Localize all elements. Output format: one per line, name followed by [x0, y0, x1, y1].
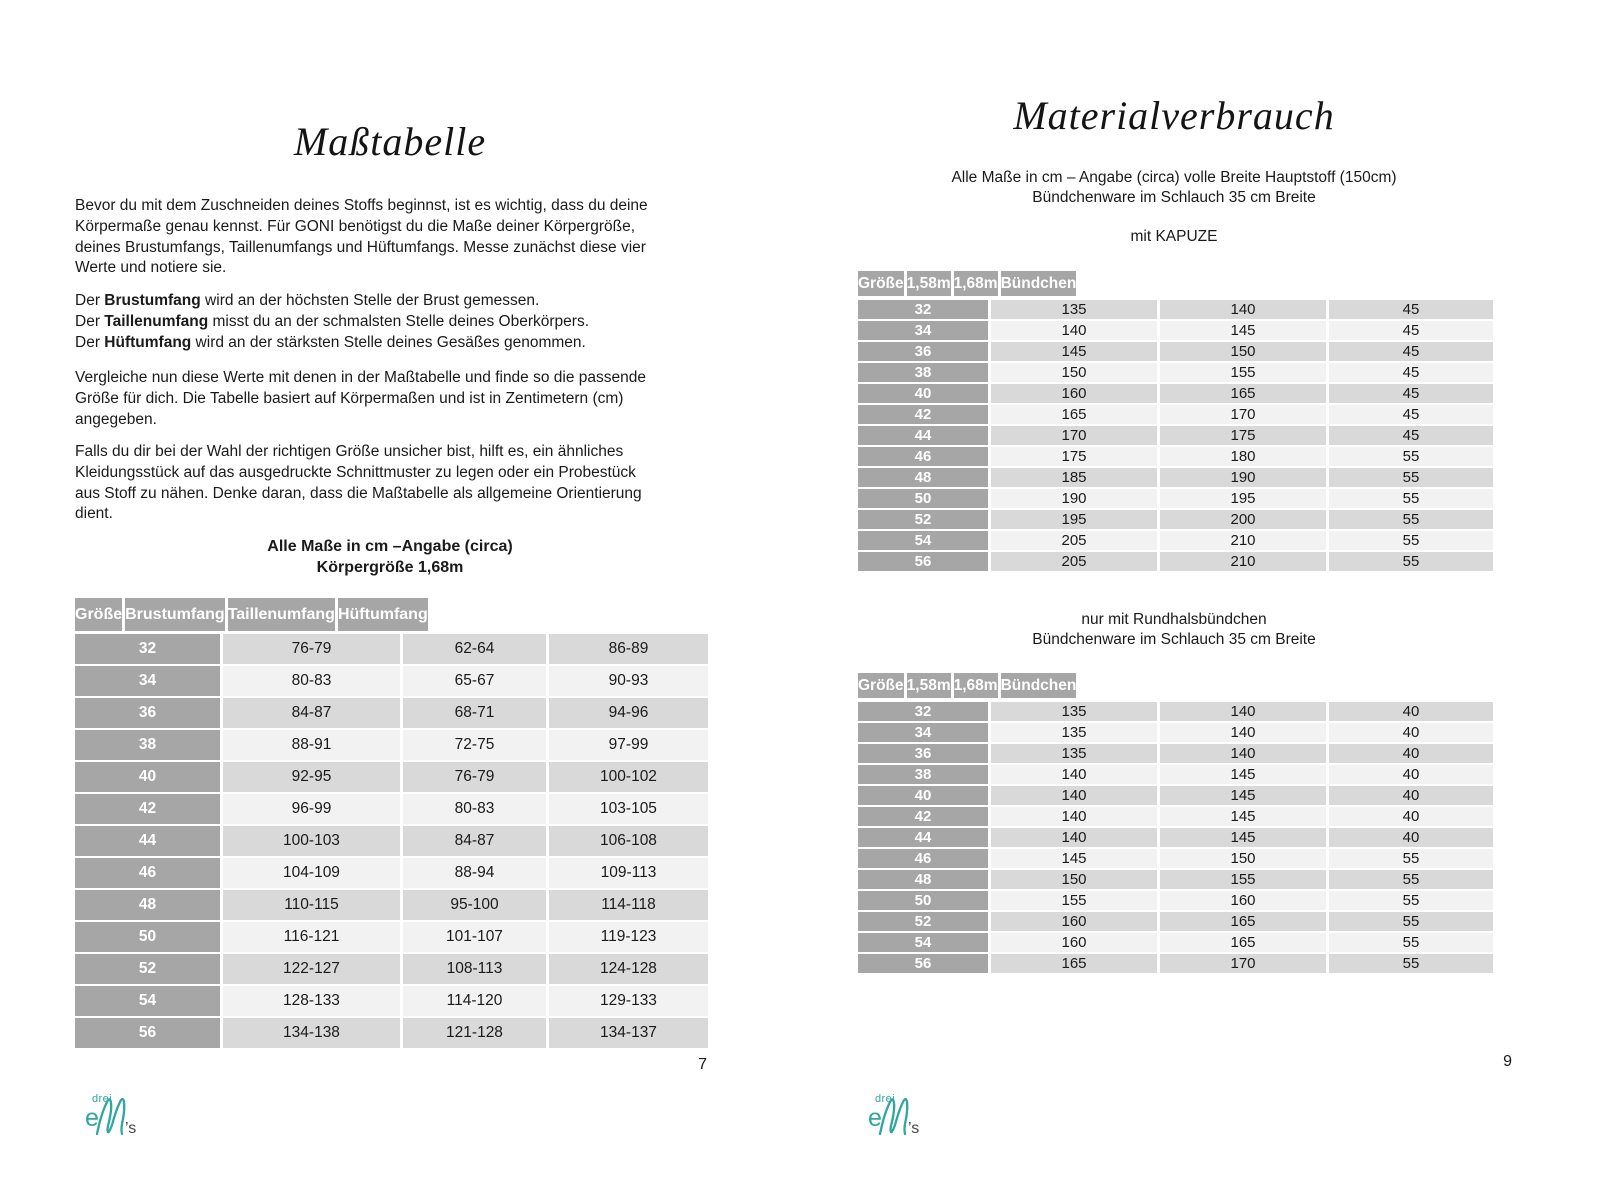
paragraph-line: dient. — [75, 505, 113, 523]
size-cell: 40 — [75, 762, 220, 792]
fabric-168-cell: 145 — [1160, 765, 1326, 784]
table-row — [75, 730, 708, 760]
compare-paragraph — [75, 368, 705, 430]
cuff-cell: 40 — [1329, 744, 1493, 763]
bust-cell: 116-121 — [223, 922, 400, 952]
size-cell: 40 — [858, 384, 988, 403]
cuff-cell: 45 — [1329, 321, 1493, 340]
cuff-cell: 45 — [1329, 405, 1493, 424]
waist-cell: 95-100 — [403, 890, 546, 920]
size-cell: 38 — [858, 765, 988, 784]
size-cell: 48 — [858, 468, 988, 487]
table-row — [858, 702, 1493, 721]
bust-cell: 100-103 — [223, 826, 400, 856]
cuff-cell: 55 — [1329, 849, 1493, 868]
cuff-cell: 40 — [1329, 765, 1493, 784]
bust-cell: 122-127 — [223, 954, 400, 984]
size-cell: 46 — [858, 849, 988, 868]
hip-cell: 94-96 — [549, 698, 708, 728]
measurement-definitions — [75, 291, 705, 353]
fabric-158-cell: 135 — [991, 723, 1157, 742]
fabric-168-cell: 140 — [1160, 723, 1326, 742]
material-table-header-cell: 1,58m — [907, 673, 951, 698]
cuff-cell: 55 — [1329, 891, 1493, 910]
caption-line-2: Körpergröße 1,68m — [316, 559, 464, 576]
logo-text-drei: drei — [92, 1093, 112, 1105]
fabric-158-cell: 145 — [991, 849, 1157, 868]
size-cell: 52 — [75, 954, 220, 984]
fabric-158-cell: 135 — [991, 744, 1157, 763]
cuff-cell: 40 — [1329, 807, 1493, 826]
size-table-caption — [75, 536, 705, 578]
table-row — [75, 922, 708, 952]
size-cell: 48 — [75, 890, 220, 920]
material-table-header-cell: Bündchen — [1001, 673, 1077, 698]
table-row — [75, 762, 708, 792]
cuff-cell: 40 — [1329, 702, 1493, 721]
size-cell: 36 — [858, 744, 988, 763]
fabric-158-cell: 140 — [991, 828, 1157, 847]
bust-cell: 96-99 — [223, 794, 400, 824]
size-table-header-cell: Größe — [75, 598, 122, 631]
page-title-materialverbrauch: Materialverbrauch — [1013, 93, 1335, 138]
table-row — [75, 1018, 708, 1048]
material-table-header-cell: Größe — [858, 271, 904, 296]
fabric-158-cell: 165 — [991, 954, 1157, 973]
table-row — [858, 447, 1493, 466]
material-table-header-cell: 1,58m — [907, 271, 951, 296]
bust-cell: 134-138 — [223, 1018, 400, 1048]
fabric-168-cell: 145 — [1160, 807, 1326, 826]
paragraph-line: aus Stoff zu nähen. Denke daran, dass die Maßtabelle als allgemeine Orientierung — [75, 484, 642, 502]
table-row — [858, 342, 1493, 361]
paragraph-line: Körpermaße genau kennst. Für GONI benötigst du die Maße deiner Körpergröße, — [75, 217, 636, 235]
fabric-158-cell: 140 — [991, 786, 1157, 805]
material-table-kapuze — [858, 271, 1493, 573]
material-table-header-cell: 1,68m — [954, 271, 998, 296]
waist-cell: 84-87 — [403, 826, 546, 856]
fabric-168-cell: 195 — [1160, 489, 1326, 508]
size-cell: 54 — [858, 933, 988, 952]
table-row — [858, 510, 1493, 529]
cuff-cell: 55 — [1329, 954, 1493, 973]
definition-term: Taillenumfang — [104, 312, 209, 330]
cuff-cell: 45 — [1329, 384, 1493, 403]
cuff-cell: 55 — [1329, 933, 1493, 952]
caption-line-1: Alle Maße in cm –Angabe (circa) — [267, 538, 513, 555]
cuff-cell: 55 — [1329, 552, 1493, 571]
size-cell: 36 — [75, 698, 220, 728]
material-table-rundhals — [858, 673, 1493, 975]
cuff-cell: 55 — [1329, 870, 1493, 889]
intro-paragraph — [75, 196, 705, 279]
logo-text-s: ’s — [908, 1120, 920, 1137]
paragraph-line: Falls du dir bei der Wahl der richtigen Größe unsicher bist, hilft es, ein ähnliches — [75, 443, 624, 460]
section2-line-1: nur mit Rundhalsbündchen — [1081, 611, 1267, 628]
table-row — [858, 405, 1493, 424]
fabric-168-cell: 160 — [1160, 891, 1326, 910]
hip-cell: 106-108 — [549, 826, 708, 856]
waist-cell: 62-64 — [403, 634, 546, 664]
size-cell: 42 — [858, 807, 988, 826]
fabric-158-cell: 140 — [991, 765, 1157, 784]
cuff-cell: 55 — [1329, 489, 1493, 508]
fabric-168-cell: 140 — [1160, 744, 1326, 763]
table-row — [858, 744, 1493, 763]
waist-cell: 80-83 — [403, 794, 546, 824]
bust-cell: 88-91 — [223, 730, 400, 760]
fabric-158-cell: 140 — [991, 807, 1157, 826]
fabric-168-cell: 170 — [1160, 405, 1326, 424]
table-row — [858, 531, 1493, 550]
cuff-cell: 55 — [1329, 531, 1493, 550]
fabric-158-cell: 155 — [991, 891, 1157, 910]
hip-cell: 124-128 — [549, 954, 708, 984]
table-row — [858, 426, 1493, 445]
table-row — [858, 321, 1493, 340]
table-row — [858, 552, 1493, 571]
cuff-cell: 55 — [1329, 510, 1493, 529]
fabric-158-cell: 165 — [991, 405, 1157, 424]
fabric-158-cell: 190 — [991, 489, 1157, 508]
bust-cell: 84-87 — [223, 698, 400, 728]
hip-cell: 114-118 — [549, 890, 708, 920]
table-row — [858, 828, 1493, 847]
fabric-168-cell: 165 — [1160, 933, 1326, 952]
table-row — [858, 300, 1493, 319]
table-row — [858, 384, 1493, 403]
measurement-definition-line — [75, 333, 705, 354]
fabric-158-cell: 140 — [991, 321, 1157, 340]
paragraph-line: Größe für dich. Die Tabelle basiert auf Körpermaßen und ist in Zentimetern (cm) — [75, 389, 624, 407]
waist-cell: 88-94 — [403, 858, 546, 888]
table-row — [858, 723, 1493, 742]
hip-cell: 103-105 — [549, 794, 708, 824]
waist-cell: 114-120 — [403, 986, 546, 1016]
material-table-header-cell: Bündchen — [1001, 271, 1077, 296]
definition-prefix: Der — [75, 312, 105, 330]
material-table-header-cell: Größe — [858, 673, 904, 698]
cuff-cell: 45 — [1329, 300, 1493, 319]
table-row — [858, 954, 1493, 973]
advice-paragraph — [75, 442, 705, 525]
drei-ems-logo — [80, 1088, 142, 1142]
waist-cell: 72-75 — [403, 730, 546, 760]
fabric-168-cell: 145 — [1160, 828, 1326, 847]
table-row — [75, 698, 708, 728]
fabric-158-cell: 135 — [991, 702, 1157, 721]
definition-rest: wird an der stärksten Stelle deines Gesäßes genommen. — [191, 333, 586, 351]
definition-term: Brustumfang — [104, 292, 201, 309]
waist-cell: 68-71 — [403, 698, 546, 728]
fabric-168-cell: 145 — [1160, 321, 1326, 340]
fabric-158-cell: 205 — [991, 552, 1157, 571]
definition-term: Hüftumfang — [104, 333, 192, 351]
size-table-header-cell: Hüftumfang — [338, 598, 428, 631]
waist-cell: 76-79 — [403, 762, 546, 792]
fabric-168-cell: 155 — [1160, 363, 1326, 382]
drei-ems-logo — [863, 1088, 925, 1142]
size-cell: 32 — [858, 300, 988, 319]
size-table-header-row — [75, 598, 708, 631]
cuff-cell: 55 — [1329, 468, 1493, 487]
size-cell: 44 — [858, 426, 988, 445]
size-cell: 38 — [75, 730, 220, 760]
fabric-168-cell: 200 — [1160, 510, 1326, 529]
fabric-168-cell: 150 — [1160, 849, 1326, 868]
fabric-168-cell: 165 — [1160, 912, 1326, 931]
size-cell: 34 — [75, 666, 220, 696]
table-row — [858, 468, 1493, 487]
table-row — [75, 634, 708, 664]
size-cell: 50 — [858, 489, 988, 508]
hip-cell: 109-113 — [549, 858, 708, 888]
size-cell: 34 — [858, 723, 988, 742]
fabric-168-cell: 210 — [1160, 552, 1326, 571]
hip-cell: 97-99 — [549, 730, 708, 760]
bust-cell: 104-109 — [223, 858, 400, 888]
size-cell: 44 — [75, 826, 220, 856]
material-table-header-row — [858, 673, 1493, 698]
table-row — [858, 912, 1493, 931]
hip-cell: 86-89 — [549, 634, 708, 664]
paragraph-line: Werte und notiere sie. — [75, 259, 227, 277]
size-cell: 56 — [75, 1018, 220, 1048]
bust-cell: 80-83 — [223, 666, 400, 696]
table-row — [858, 807, 1493, 826]
cuff-cell: 55 — [1329, 447, 1493, 466]
subtitle-line-1: Alle Maße in cm – Angabe (circa) volle Breite Hauptstoff (150cm) — [951, 169, 1397, 186]
bust-cell: 110-115 — [223, 890, 400, 920]
section2-line-2: Bündchenware im Schlauch 35 cm Breite — [1032, 631, 1316, 648]
size-cell: 48 — [858, 870, 988, 889]
size-cell: 52 — [858, 510, 988, 529]
table-row — [75, 986, 708, 1016]
size-cell: 32 — [858, 702, 988, 721]
definition-prefix: Der — [75, 333, 105, 351]
fabric-158-cell: 160 — [991, 384, 1157, 403]
table-row — [75, 666, 708, 696]
page-title-masstabelle: Maßtabelle — [293, 119, 487, 164]
fabric-158-cell: 170 — [991, 426, 1157, 445]
cuff-cell: 45 — [1329, 363, 1493, 382]
fabric-168-cell: 165 — [1160, 384, 1326, 403]
page-masstabelle — [75, 0, 705, 1200]
size-cell: 34 — [858, 321, 988, 340]
size-cell: 50 — [75, 922, 220, 952]
table-row — [75, 794, 708, 824]
logo-text-e: e — [85, 1104, 99, 1132]
material-table-header-row — [858, 271, 1493, 296]
table-row — [858, 933, 1493, 952]
table-row — [858, 870, 1493, 889]
fabric-158-cell: 160 — [991, 912, 1157, 931]
hip-cell: 119-123 — [549, 922, 708, 952]
table-row — [75, 954, 708, 984]
fabric-158-cell: 135 — [991, 300, 1157, 319]
fabric-158-cell: 160 — [991, 933, 1157, 952]
size-cell: 42 — [75, 794, 220, 824]
fabric-168-cell: 175 — [1160, 426, 1326, 445]
table-row — [858, 363, 1493, 382]
table-row — [858, 891, 1493, 910]
fabric-158-cell: 150 — [991, 363, 1157, 382]
table-row — [858, 765, 1493, 784]
table-row — [858, 786, 1493, 805]
cuff-cell: 45 — [1329, 342, 1493, 361]
size-cell: 32 — [75, 634, 220, 664]
page-materialverbrauch — [858, 0, 1512, 1200]
size-cell: 56 — [858, 552, 988, 571]
definition-prefix: Der — [75, 292, 105, 309]
page-number: 9 — [1503, 1053, 1512, 1070]
size-cell: 36 — [858, 342, 988, 361]
size-cell: 54 — [75, 986, 220, 1016]
fabric-168-cell: 140 — [1160, 300, 1326, 319]
size-cell: 42 — [858, 405, 988, 424]
fabric-158-cell: 185 — [991, 468, 1157, 487]
table-row — [858, 489, 1493, 508]
waist-cell: 108-113 — [403, 954, 546, 984]
hip-cell: 134-137 — [549, 1018, 708, 1048]
material-table-body — [858, 300, 1493, 571]
cuff-cell: 40 — [1329, 786, 1493, 805]
paragraph-line: Kleidungsstück auf das ausgedruckte Schnittmuster zu legen oder ein Probestück — [75, 463, 636, 481]
section-heading-rundhals — [858, 610, 1490, 650]
waist-cell: 101-107 — [403, 922, 546, 952]
measurement-definition-line — [75, 312, 705, 333]
table-row — [75, 826, 708, 856]
paragraph-line: deines Brustumfangs, Taillenumfangs und Hüftumfangs. Messe zunächst diese vier — [75, 238, 646, 256]
material-table-body — [858, 702, 1493, 973]
table-row — [75, 858, 708, 888]
section-heading-kapuze: mit KAPUZE — [1130, 228, 1218, 245]
size-table-body — [75, 634, 708, 1048]
definition-rest: wird an der höchsten Stelle der Brust gemessen. — [200, 292, 540, 309]
size-cell: 54 — [858, 531, 988, 550]
fabric-168-cell: 150 — [1160, 342, 1326, 361]
fabric-158-cell: 195 — [991, 510, 1157, 529]
bust-cell: 92-95 — [223, 762, 400, 792]
size-cell: 52 — [858, 912, 988, 931]
size-cell: 50 — [858, 891, 988, 910]
fabric-158-cell: 150 — [991, 870, 1157, 889]
size-cell: 38 — [858, 363, 988, 382]
hip-cell: 129-133 — [549, 986, 708, 1016]
size-cell: 46 — [75, 858, 220, 888]
hip-cell: 90-93 — [549, 666, 708, 696]
material-subtitle — [858, 168, 1490, 208]
subtitle-line-2: Bündchenware im Schlauch 35 cm Breite — [1032, 189, 1316, 206]
logo-text-s: ’s — [125, 1120, 137, 1137]
logo-text-drei: drei — [875, 1093, 895, 1105]
size-cell: 40 — [858, 786, 988, 805]
waist-cell: 65-67 — [403, 666, 546, 696]
cuff-cell: 55 — [1329, 912, 1493, 931]
definition-rest: misst du an der schmalsten Stelle deines Oberkörpers. — [208, 312, 590, 330]
size-cell: 56 — [858, 954, 988, 973]
material-table-header-cell: 1,68m — [954, 673, 998, 698]
logo-text-e: e — [868, 1104, 882, 1132]
cuff-cell: 40 — [1329, 723, 1493, 742]
cuff-cell: 45 — [1329, 426, 1493, 445]
fabric-158-cell: 175 — [991, 447, 1157, 466]
fabric-158-cell: 205 — [991, 531, 1157, 550]
fabric-168-cell: 155 — [1160, 870, 1326, 889]
fabric-168-cell: 210 — [1160, 531, 1326, 550]
cuff-cell: 40 — [1329, 828, 1493, 847]
paragraph-line: Vergleiche nun diese Werte mit denen in der Maßtabelle und finde so die passende — [75, 369, 646, 386]
bust-cell: 76-79 — [223, 634, 400, 664]
size-cell: 46 — [858, 447, 988, 466]
bust-cell: 128-133 — [223, 986, 400, 1016]
size-cell: 44 — [858, 828, 988, 847]
paragraph-line: angegeben. — [75, 410, 157, 428]
measurement-definition-line — [75, 291, 705, 312]
page-number: 7 — [698, 1056, 707, 1073]
fabric-168-cell: 180 — [1160, 447, 1326, 466]
fabric-168-cell: 170 — [1160, 954, 1326, 973]
size-table — [75, 598, 708, 1050]
fabric-168-cell: 145 — [1160, 786, 1326, 805]
fabric-158-cell: 145 — [991, 342, 1157, 361]
waist-cell: 121-128 — [403, 1018, 546, 1048]
fabric-168-cell: 190 — [1160, 468, 1326, 487]
fabric-168-cell: 140 — [1160, 702, 1326, 721]
hip-cell: 100-102 — [549, 762, 708, 792]
size-table-header-cell: Taillenumfang — [228, 598, 335, 631]
table-row — [75, 890, 708, 920]
paragraph-line: Bevor du mit dem Zuschneiden deines Stoffs beginnst, ist es wichtig, dass du deine — [75, 197, 648, 214]
table-row — [858, 849, 1493, 868]
size-table-header-cell: Brustumfang — [125, 598, 225, 631]
